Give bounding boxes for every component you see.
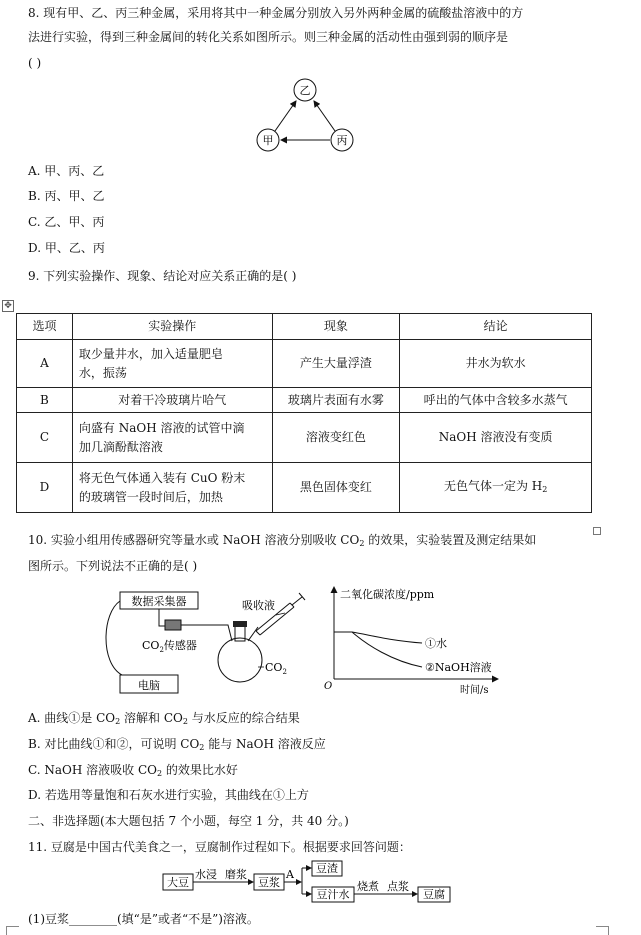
row-conclusion: NaOH 溶液没有变质 [400, 413, 592, 463]
tofu-process-flow [155, 860, 455, 906]
metal-label-right: 丙 [336, 134, 348, 147]
flow-residue: 豆渣 [316, 862, 338, 875]
q10-option-c: C. NaOH 溶液吸收 $CO_2$ 的效果比水好 [28, 763, 238, 778]
flask-center-stopper [233, 621, 247, 627]
metal-label-top: 乙 [299, 84, 311, 97]
header-operation: 实验操作 [72, 314, 272, 340]
co2-label: $CO_2$ [265, 661, 287, 676]
cable-left [106, 601, 122, 675]
q11-sub1: (1)豆浆________(填“是”或者“不是”)溶液。 [28, 912, 259, 926]
q8-answer-blank: ( ) [28, 56, 42, 70]
curve-naoh-label: ②NaOH溶液 [425, 661, 492, 674]
row-operation [72, 463, 272, 513]
q10-option-b: B. 对比曲线①和②，可说明 $CO_2$ 能与 NaOH 溶液反应 [28, 737, 326, 752]
row-conclusion: 井水为软水 [400, 340, 592, 388]
data-collector-label: 数据采集器 [131, 595, 187, 608]
table-row [17, 340, 592, 388]
apparatus-diagram [100, 583, 320, 698]
experiment-table [16, 313, 592, 513]
arrow-left-to-top [275, 101, 296, 131]
table-row [17, 388, 592, 413]
row-phenomenon: 黑色固体变红 [272, 463, 400, 513]
row-phenomenon: 产生大量浮渣 [272, 340, 400, 388]
x-axis-label: 时间/s [460, 685, 489, 696]
row-phenomenon: 玻璃片表面有水雾 [272, 388, 400, 413]
row-option: C [17, 413, 73, 463]
operation-line: 将无色气体通入装有 CuO 粉末 [78, 470, 246, 485]
curve-water-label: ①水 [425, 637, 447, 650]
header-conclusion: 结论 [400, 314, 592, 340]
q8-option-c: C. 乙、甲、丙 [28, 215, 105, 229]
arrow-right-to-top [314, 101, 335, 131]
q9-stem: 9. 下列实验操作、现象、结论对应关系正确的是( ) [28, 269, 297, 283]
row-option: A [17, 340, 73, 388]
q11-stem: 11. 豆腐是中国古代美食之一，豆腐制作过程如下。根据要求回答问题： [28, 840, 411, 854]
q8-stem-line2: 法进行实验，得到三种金属间的转化关系如图所示。则三种金属的活动性由强到弱的顺序是 [28, 30, 509, 44]
co2-sensor [165, 620, 181, 630]
header-option: 选项 [17, 314, 73, 340]
curve-naoh [352, 632, 422, 667]
operation-line: 向盛有 NaOH 溶液的试管中滴 [78, 420, 245, 435]
flow-soak: 水浸 [195, 868, 217, 881]
origin-label: O [324, 681, 333, 692]
q8-option-a: A. 甲、丙、乙 [28, 164, 105, 178]
move-handle-icon[interactable]: ✥ [2, 300, 14, 312]
q8-option-b: B. 丙、甲、乙 [28, 189, 105, 203]
operation-line: 水，振荡 [78, 365, 127, 380]
section-2-heading: 二、非选择题(本大题包括 7 个小题，每空 1 分，共 40 分。) [28, 814, 349, 828]
three-neck-flask [218, 638, 262, 682]
q10-option-d: D. 若选用等量饱和石灰水进行实验，其曲线在①上方 [28, 788, 309, 802]
header-phenomenon: 现象 [272, 314, 400, 340]
q10-option-a: A. 曲线①是 $CO_2$ 溶解和 $CO_2$ 与水反应的综合结果 [28, 711, 300, 726]
row-conclusion: 无色气体一定为 $H_2$ [400, 463, 592, 513]
flow-a: A [286, 868, 294, 881]
flow-juice: 豆汁水 [316, 888, 350, 901]
co2-concentration-graph [322, 583, 512, 698]
row-operation [72, 340, 272, 388]
sensor-label: $CO_2$传感器 [142, 639, 197, 654]
row-phenomenon: 溶液变红色 [272, 413, 400, 463]
q10-stem-line2: 图所示。下列说法不正确的是( ) [28, 559, 198, 573]
table-row [17, 413, 592, 463]
operation-line: 的玻璃管一段时间后，加热 [78, 489, 223, 504]
flask-right-neck [248, 627, 258, 641]
q8-stem-line1: 8. 现有甲、乙、丙三种金属，采用将其中一种金属分别放入另外两种金属的硫酸盐溶液中的方 [28, 6, 524, 20]
row-option: B [17, 388, 73, 413]
flow-grind: 磨浆 [225, 868, 247, 881]
cable-sensor [159, 609, 165, 626]
table-header-row [17, 314, 592, 340]
absorbent-label: 吸收液 [242, 599, 275, 612]
metal-conversion-diagram [250, 76, 360, 158]
operation-line: 加几滴酚酞溶液 [78, 439, 163, 454]
row-operation [72, 413, 272, 463]
row-option: D [17, 463, 73, 513]
flow-boil: 烧煮 [357, 880, 379, 893]
table-row [17, 463, 592, 513]
flow-tofu: 豆腐 [423, 888, 445, 901]
curve-water [334, 632, 422, 643]
q10-stem-line1: 10. 实验小组用传感器研究等量水或 NaOH 溶液分别吸收 $CO_2$ 的效果，实验装置及测定结果如 [28, 533, 537, 548]
flow-coagulate: 点浆 [387, 880, 409, 893]
flask-left-neck [218, 625, 232, 641]
metal-label-left: 甲 [262, 134, 274, 147]
flow-soybean: 大豆 [167, 876, 189, 889]
flow-slurry: 豆浆 [258, 876, 280, 889]
resize-marker-icon [593, 527, 601, 535]
operation-line: 取少量井水，加入适量肥皂 [78, 346, 223, 361]
row-operation: 对着干冷玻璃片哈气 [72, 388, 272, 413]
q8-option-d: D. 甲、乙、丙 [28, 241, 105, 255]
computer-label: 电脑 [138, 679, 160, 692]
row-conclusion: 呼出的气体中含较多水蒸气 [400, 388, 592, 413]
y-axis-label: 二氧化碳浓度/ppm [340, 588, 435, 601]
